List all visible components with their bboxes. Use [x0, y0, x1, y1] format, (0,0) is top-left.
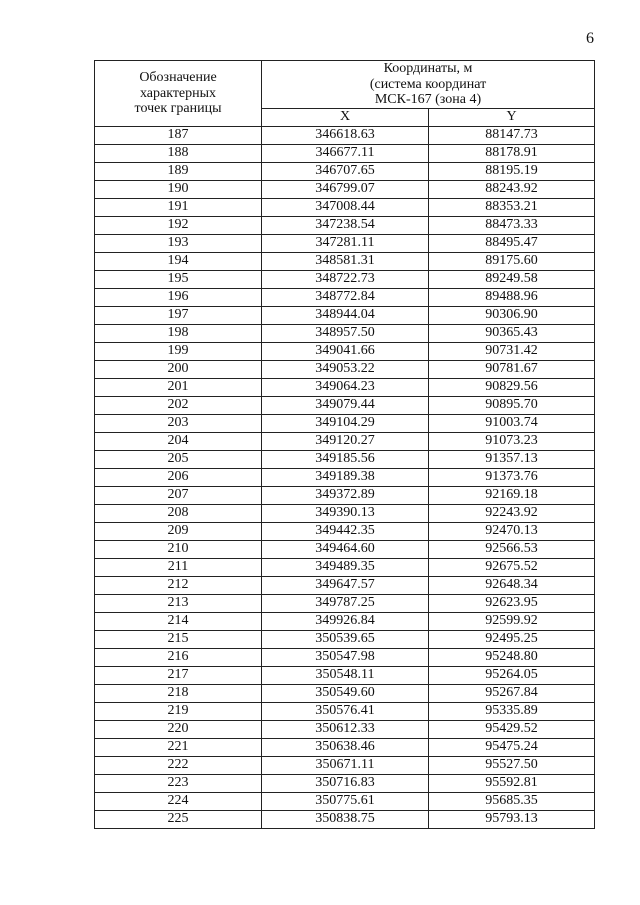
- point-designation-header: [95, 61, 262, 127]
- y-coordinate-cell: 88178.91: [429, 144, 595, 162]
- point-number-cell: 215: [95, 630, 262, 648]
- y-coordinate-cell: 95527.50: [429, 756, 595, 774]
- table-row: [95, 234, 595, 252]
- y-coordinate-cell: 95475.24: [429, 738, 595, 756]
- table-row: [95, 792, 595, 810]
- table-row: [95, 432, 595, 450]
- point-number-cell: 189: [95, 162, 262, 180]
- point-number-cell: 213: [95, 594, 262, 612]
- point-number-cell: 194: [95, 252, 262, 270]
- y-coordinate-cell: 88243.92: [429, 180, 595, 198]
- table-row: [95, 414, 595, 432]
- point-number-cell: 195: [95, 270, 262, 288]
- y-coordinate-cell: 88195.19: [429, 162, 595, 180]
- point-number-cell: 224: [95, 792, 262, 810]
- x-coordinate-cell: 349489.35: [262, 558, 429, 576]
- point-number-cell: 222: [95, 756, 262, 774]
- table-row: [95, 738, 595, 756]
- point-number-cell: 196: [95, 288, 262, 306]
- point-number-cell: 218: [95, 684, 262, 702]
- point-number-cell: 205: [95, 450, 262, 468]
- x-coordinate-cell: 348944.04: [262, 306, 429, 324]
- y-coordinate-cell: 95592.81: [429, 774, 595, 792]
- table-row: [95, 774, 595, 792]
- point-number-cell: 217: [95, 666, 262, 684]
- point-number-cell: 192: [95, 216, 262, 234]
- point-header-line-1: Обозначение: [139, 70, 217, 85]
- x-coordinate-cell: 346618.63: [262, 126, 429, 144]
- y-coordinate-cell: 88495.47: [429, 234, 595, 252]
- point-number-cell: 199: [95, 342, 262, 360]
- y-coordinate-cell: 88147.73: [429, 126, 595, 144]
- table-row: [95, 702, 595, 720]
- y-coordinate-cell: 95267.84: [429, 684, 595, 702]
- table-row: [95, 558, 595, 576]
- y-coordinate-cell: 92599.92: [429, 612, 595, 630]
- table-row: [95, 288, 595, 306]
- table-row: [95, 468, 595, 486]
- y-coordinate-cell: 92169.18: [429, 486, 595, 504]
- table-row: [95, 126, 595, 144]
- y-coordinate-cell: 88353.21: [429, 198, 595, 216]
- point-number-cell: 221: [95, 738, 262, 756]
- point-number-cell: 207: [95, 486, 262, 504]
- table-row: [95, 594, 595, 612]
- y-coordinate-cell: 91003.74: [429, 414, 595, 432]
- x-coordinate-cell: 347008.44: [262, 198, 429, 216]
- x-coordinate-cell: 349185.56: [262, 450, 429, 468]
- x-coordinate-cell: 350775.61: [262, 792, 429, 810]
- point-number-cell: 216: [95, 648, 262, 666]
- table-row: [95, 450, 595, 468]
- point-header-line-2: характерных: [139, 85, 217, 101]
- x-coordinate-cell: 347238.54: [262, 216, 429, 234]
- point-number-cell: 204: [95, 432, 262, 450]
- y-coordinate-cell: 89488.96: [429, 288, 595, 306]
- x-coordinate-cell: 349647.57: [262, 576, 429, 594]
- y-coordinate-cell: 95264.05: [429, 666, 595, 684]
- table-row: [95, 306, 595, 324]
- x-coordinate-cell: 346677.11: [262, 144, 429, 162]
- table-row: [95, 360, 595, 378]
- x-coordinate-cell: 349104.29: [262, 414, 429, 432]
- coords-header-line-3: МСК-167 (зона 4): [374, 92, 482, 108]
- table-row: [95, 648, 595, 666]
- point-number-cell: 191: [95, 198, 262, 216]
- x-column-header: X: [262, 108, 429, 126]
- table-row: [95, 522, 595, 540]
- y-coordinate-cell: 92495.25: [429, 630, 595, 648]
- point-number-cell: 209: [95, 522, 262, 540]
- coordinates-header: [262, 61, 595, 109]
- table-row: [95, 612, 595, 630]
- point-number-cell: 197: [95, 306, 262, 324]
- y-coordinate-cell: 88473.33: [429, 216, 595, 234]
- table-row: [95, 270, 595, 288]
- y-coordinate-cell: 92675.52: [429, 558, 595, 576]
- coords-header-line-2: (система координат: [369, 76, 487, 92]
- x-coordinate-cell: 348581.31: [262, 252, 429, 270]
- table-row: [95, 378, 595, 396]
- table-row: [95, 756, 595, 774]
- x-coordinate-cell: 349064.23: [262, 378, 429, 396]
- x-coordinate-cell: 350838.75: [262, 810, 429, 828]
- point-header-line-3: точек границы: [134, 101, 222, 117]
- coordinates-table: [94, 60, 595, 829]
- x-coordinate-cell: 349189.38: [262, 468, 429, 486]
- table-row: [95, 576, 595, 594]
- x-coordinate-cell: 350549.60: [262, 684, 429, 702]
- y-column-header: Y: [429, 108, 595, 126]
- x-coordinate-cell: 349442.35: [262, 522, 429, 540]
- page-number: 6: [586, 30, 594, 47]
- y-coordinate-cell: 92566.53: [429, 540, 595, 558]
- table-row: [95, 144, 595, 162]
- x-coordinate-cell: 349390.13: [262, 504, 429, 522]
- table-row: [95, 630, 595, 648]
- table-row: [95, 540, 595, 558]
- point-number-cell: 200: [95, 360, 262, 378]
- y-coordinate-cell: 95793.13: [429, 810, 595, 828]
- x-coordinate-cell: 348772.84: [262, 288, 429, 306]
- y-coordinate-cell: 89249.58: [429, 270, 595, 288]
- y-coordinate-cell: 90365.43: [429, 324, 595, 342]
- point-number-cell: 206: [95, 468, 262, 486]
- point-number-cell: 210: [95, 540, 262, 558]
- table-row: [95, 216, 595, 234]
- x-coordinate-cell: 350547.98: [262, 648, 429, 666]
- point-number-cell: 211: [95, 558, 262, 576]
- y-coordinate-cell: 90731.42: [429, 342, 595, 360]
- y-coordinate-cell: 91357.13: [429, 450, 595, 468]
- x-coordinate-cell: 350576.41: [262, 702, 429, 720]
- y-coordinate-cell: 92470.13: [429, 522, 595, 540]
- x-coordinate-cell: 350638.46: [262, 738, 429, 756]
- x-coordinate-cell: 350539.65: [262, 630, 429, 648]
- table-row: [95, 324, 595, 342]
- table-row: [95, 666, 595, 684]
- point-number-cell: 201: [95, 378, 262, 396]
- point-number-cell: 220: [95, 720, 262, 738]
- x-coordinate-cell: 349787.25: [262, 594, 429, 612]
- y-coordinate-cell: 90306.90: [429, 306, 595, 324]
- x-coordinate-cell: 349120.27: [262, 432, 429, 450]
- point-number-cell: 198: [95, 324, 262, 342]
- point-number-cell: 219: [95, 702, 262, 720]
- point-number-cell: 193: [95, 234, 262, 252]
- point-number-cell: 225: [95, 810, 262, 828]
- coords-header-line-1: Координаты, м: [383, 61, 473, 76]
- table-row: [95, 252, 595, 270]
- x-coordinate-cell: 349041.66: [262, 342, 429, 360]
- point-number-cell: 187: [95, 126, 262, 144]
- point-number-cell: 190: [95, 180, 262, 198]
- y-coordinate-cell: 95685.35: [429, 792, 595, 810]
- table-row: [95, 486, 595, 504]
- point-number-cell: 202: [95, 396, 262, 414]
- y-coordinate-cell: 90781.67: [429, 360, 595, 378]
- y-coordinate-cell: 92648.34: [429, 576, 595, 594]
- table-row: [95, 396, 595, 414]
- table-body: [95, 126, 595, 828]
- table-row: [95, 684, 595, 702]
- table-row: [95, 342, 595, 360]
- x-coordinate-cell: 350612.33: [262, 720, 429, 738]
- x-coordinate-cell: 350671.11: [262, 756, 429, 774]
- y-coordinate-cell: 92623.95: [429, 594, 595, 612]
- x-coordinate-cell: 349464.60: [262, 540, 429, 558]
- table-row: [95, 180, 595, 198]
- x-coordinate-cell: 350716.83: [262, 774, 429, 792]
- point-number-cell: 214: [95, 612, 262, 630]
- point-number-cell: 212: [95, 576, 262, 594]
- x-coordinate-cell: 347281.11: [262, 234, 429, 252]
- x-coordinate-cell: 349053.22: [262, 360, 429, 378]
- y-coordinate-cell: 95429.52: [429, 720, 595, 738]
- x-coordinate-cell: 346799.07: [262, 180, 429, 198]
- point-number-cell: 188: [95, 144, 262, 162]
- point-number-cell: 223: [95, 774, 262, 792]
- x-coordinate-cell: 348957.50: [262, 324, 429, 342]
- y-coordinate-cell: 90895.70: [429, 396, 595, 414]
- table-row: [95, 810, 595, 828]
- table-row: [95, 198, 595, 216]
- x-coordinate-cell: 349926.84: [262, 612, 429, 630]
- x-coordinate-cell: 348722.73: [262, 270, 429, 288]
- y-coordinate-cell: 89175.60: [429, 252, 595, 270]
- x-coordinate-cell: 349372.89: [262, 486, 429, 504]
- point-number-cell: 208: [95, 504, 262, 522]
- y-coordinate-cell: 95248.80: [429, 648, 595, 666]
- x-coordinate-cell: 350548.11: [262, 666, 429, 684]
- table-row: [95, 720, 595, 738]
- table-row: [95, 162, 595, 180]
- y-coordinate-cell: 95335.89: [429, 702, 595, 720]
- y-coordinate-cell: 91373.76: [429, 468, 595, 486]
- point-number-cell: 203: [95, 414, 262, 432]
- y-coordinate-cell: 92243.92: [429, 504, 595, 522]
- y-coordinate-cell: 91073.23: [429, 432, 595, 450]
- table-row: [95, 504, 595, 522]
- x-coordinate-cell: 346707.65: [262, 162, 429, 180]
- x-coordinate-cell: 349079.44: [262, 396, 429, 414]
- y-coordinate-cell: 90829.56: [429, 378, 595, 396]
